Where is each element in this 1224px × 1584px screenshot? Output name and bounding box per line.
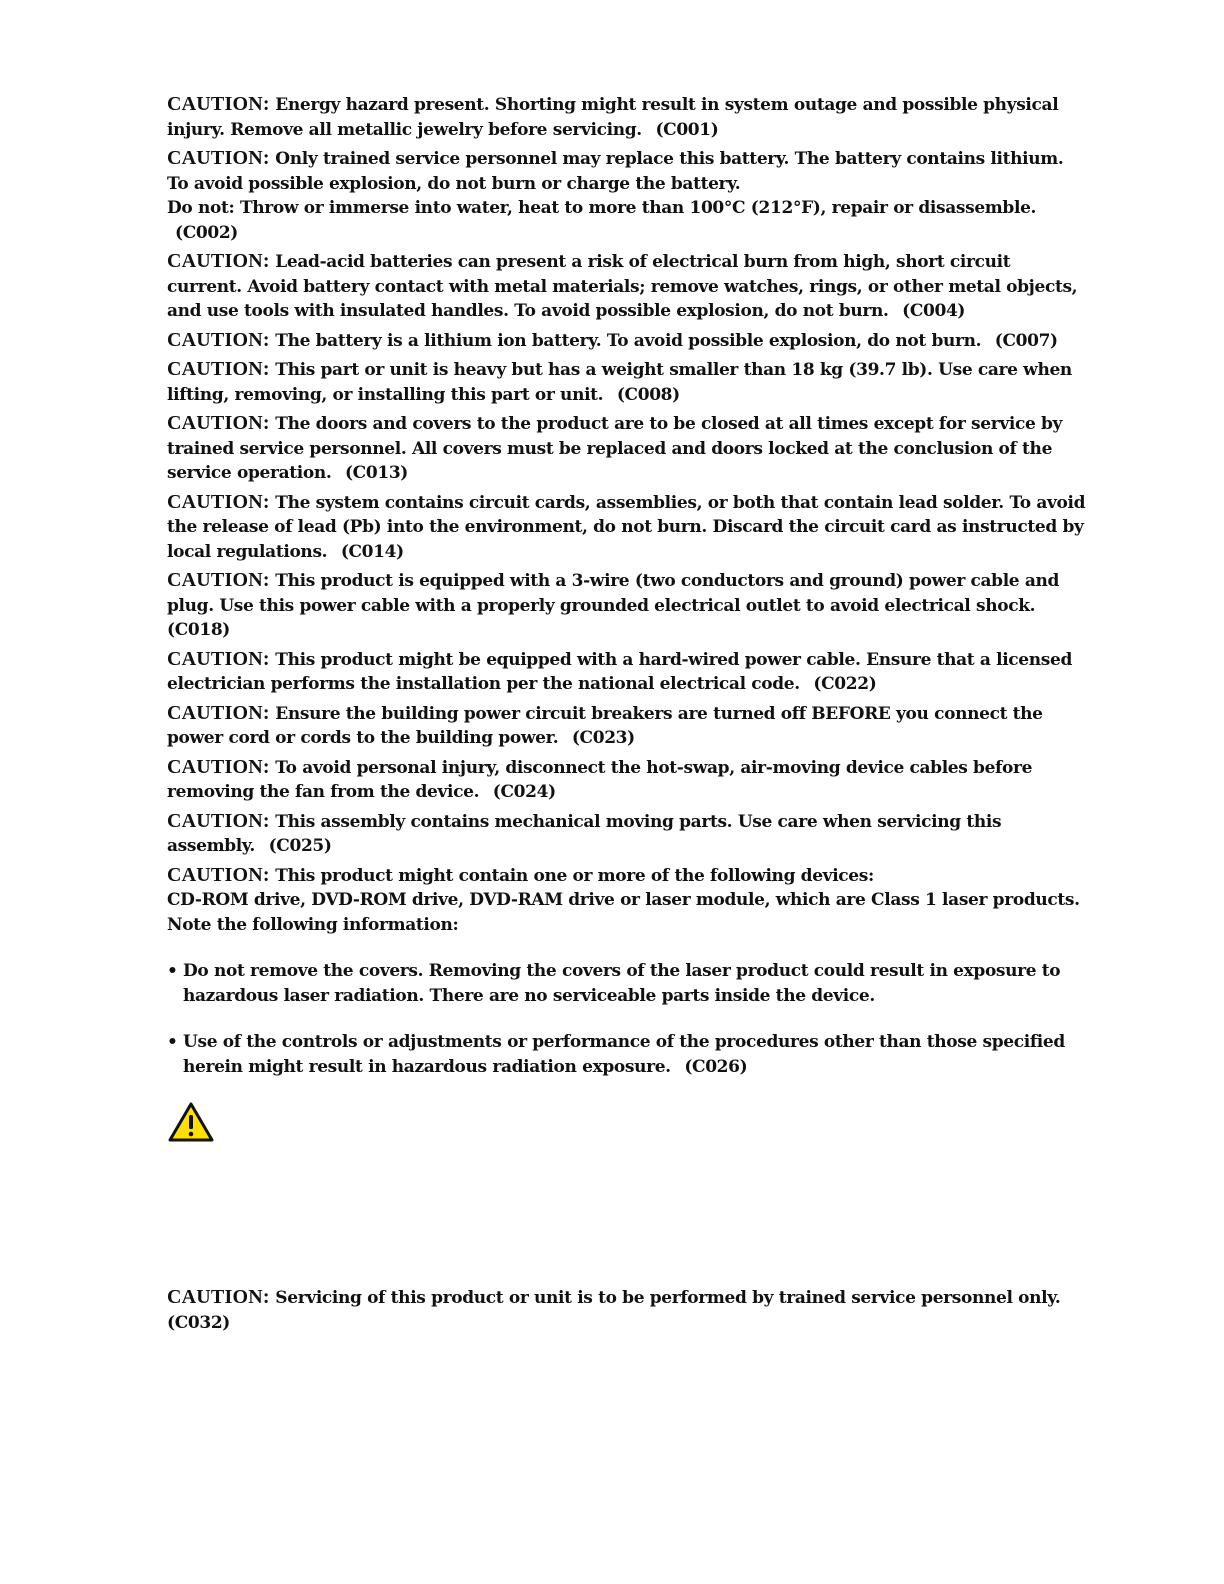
caution-label: CAUTION: bbox=[167, 701, 270, 724]
caution-label: CAUTION: bbox=[167, 863, 270, 886]
bullet-text: Use of the controls or adjustments or performance of the procedures other than those specified herein might result in hazardous radiation exposure. bbox=[183, 1032, 1065, 1077]
caution-c026 bbox=[167, 863, 1087, 1080]
laser-bullet-list bbox=[167, 959, 1087, 1079]
list-item bbox=[167, 1030, 1087, 1079]
caution-c032 bbox=[167, 1285, 1087, 1335]
caution-code: (C025) bbox=[268, 836, 332, 856]
caution-c001 bbox=[167, 92, 1087, 142]
caution-c024 bbox=[167, 755, 1087, 805]
caution-extra-text bbox=[167, 196, 1087, 245]
caution-c007 bbox=[167, 328, 1087, 354]
caution-code: (C001) bbox=[655, 119, 719, 140]
caution-label: CAUTION: bbox=[167, 147, 270, 169]
caution-code: (C013) bbox=[344, 463, 408, 483]
caution-extra: Do not: Throw or immerse into water, heat to more than 100°C (212°F), repair or disassemble. bbox=[167, 198, 1037, 218]
caution-code: (C032) bbox=[167, 1312, 231, 1333]
caution-code: (C014) bbox=[340, 541, 404, 562]
caution-text: This product is equipped with a 3-wire (two conductors and ground) power cable and plug. Use this power cable with a properly grounded electrical outlet to avoid electrical shock. bbox=[167, 571, 1060, 616]
caution-label: CAUTION: bbox=[167, 490, 270, 513]
bullet-icon: • bbox=[167, 1032, 178, 1052]
caution-text: This product might be equipped with a hard-wired power cable. Ensure that a licensed electrician performs the installation per the national electrical code. bbox=[167, 649, 1073, 694]
caution-text: Servicing of this product or unit is to be performed by trained service personnel only. bbox=[275, 1288, 1061, 1308]
warning-triangle-svg bbox=[167, 1101, 215, 1143]
warning-triangle-icon bbox=[167, 1101, 215, 1143]
caution-c002 bbox=[167, 146, 1087, 245]
caution-label: CAUTION: bbox=[167, 250, 270, 272]
caution-c013 bbox=[167, 411, 1087, 486]
caution-text: This part or unit is heavy but has a weight smaller than 18 kg (39.7 lb). Use care when lifting, removing, or installing this part or unit. bbox=[167, 360, 1072, 405]
caution-text: Only trained service personnel may replace this battery. The battery contains lithium. To avoid possible explosion, do not burn or charge the battery. bbox=[167, 149, 1064, 194]
caution-code: (C002) bbox=[175, 222, 239, 243]
caution-label: CAUTION: bbox=[167, 1286, 270, 1308]
caution-label: CAUTION: bbox=[167, 358, 270, 380]
caution-c022 bbox=[167, 647, 1087, 697]
caution-code: (C004) bbox=[902, 301, 966, 321]
caution-text: The system contains circuit cards, assemblies, or both that contain lead solder. To avoid the release of lead (Pb) into the environment, do not burn. Discard the circuit card as instructed by local regulations. bbox=[167, 492, 1086, 562]
caution-code: (C023) bbox=[571, 728, 635, 748]
caution-c014 bbox=[167, 490, 1087, 565]
bullet-icon: • bbox=[167, 961, 178, 981]
caution-c004 bbox=[167, 249, 1087, 324]
caution-code: (C008) bbox=[616, 384, 680, 405]
caution-text: This assembly contains mechanical moving parts. Use care when servicing this assembly. bbox=[167, 811, 1002, 856]
laser-devices: CD-ROM drive, DVD-ROM drive, DVD-RAM drive or laser module, which are Class 1 laser products. Note the following information: bbox=[167, 890, 1080, 935]
caution-label: CAUTION: bbox=[167, 569, 270, 591]
caution-text: Ensure the building power circuit breakers are turned off BEFORE you connect the power cord or cords to the building power. bbox=[167, 703, 1043, 748]
list-item bbox=[167, 959, 1087, 1008]
caution-notices bbox=[167, 92, 1087, 1339]
exclamation-bar bbox=[189, 1115, 193, 1129]
blank-space bbox=[167, 1143, 1087, 1285]
caution-label: CAUTION: bbox=[167, 755, 270, 778]
caution-c023 bbox=[167, 701, 1087, 751]
caution-code: (C018) bbox=[167, 620, 231, 640]
caution-label: CAUTION: bbox=[167, 412, 270, 434]
caution-text: The battery is a lithium ion battery. To avoid possible explosion, do not burn. bbox=[275, 330, 982, 351]
caution-label: CAUTION: bbox=[167, 647, 270, 670]
caution-code: (C022) bbox=[813, 674, 877, 694]
caution-text: The doors and covers to the product are to be closed at all times except for service by trained service personnel. All covers must be replaced and doors locked at the conclusion of the service operation. bbox=[167, 414, 1063, 483]
caution-code: (C007) bbox=[994, 330, 1058, 351]
caution-code: (C024) bbox=[492, 782, 556, 802]
caution-c008 bbox=[167, 357, 1087, 407]
exclamation-dot bbox=[189, 1132, 194, 1137]
caution-c018 bbox=[167, 568, 1087, 643]
caution-text: To avoid personal injury, disconnect the hot-swap, air-moving device cables before removing the fan from the device. bbox=[167, 757, 1033, 802]
bullet-text: Do not remove the covers. Removing the covers of the laser product could result in exposure to hazardous laser radiation. There are no serviceable parts inside the device. bbox=[183, 961, 1061, 1006]
caution-code: (C026) bbox=[684, 1056, 748, 1077]
caution-text: Energy hazard present. Shorting might result in system outage and possible physical injury. Remove all metallic jewelry before servicing. bbox=[167, 95, 1059, 140]
caution-label: CAUTION: bbox=[167, 93, 270, 115]
caution-label: CAUTION: bbox=[167, 809, 270, 832]
caution-label: CAUTION: bbox=[167, 328, 270, 351]
caution-c025 bbox=[167, 809, 1087, 859]
laser-intro: This product might contain one or more of the following devices: bbox=[275, 865, 874, 886]
caution-text: Lead-acid batteries can present a risk of electrical burn from high, short circuit current. Avoid battery contact with metal materials; remove watches, rings, or other metal objects, and use tools with insulated handles. To avoid possible explosion, do not burn. bbox=[167, 252, 1078, 321]
